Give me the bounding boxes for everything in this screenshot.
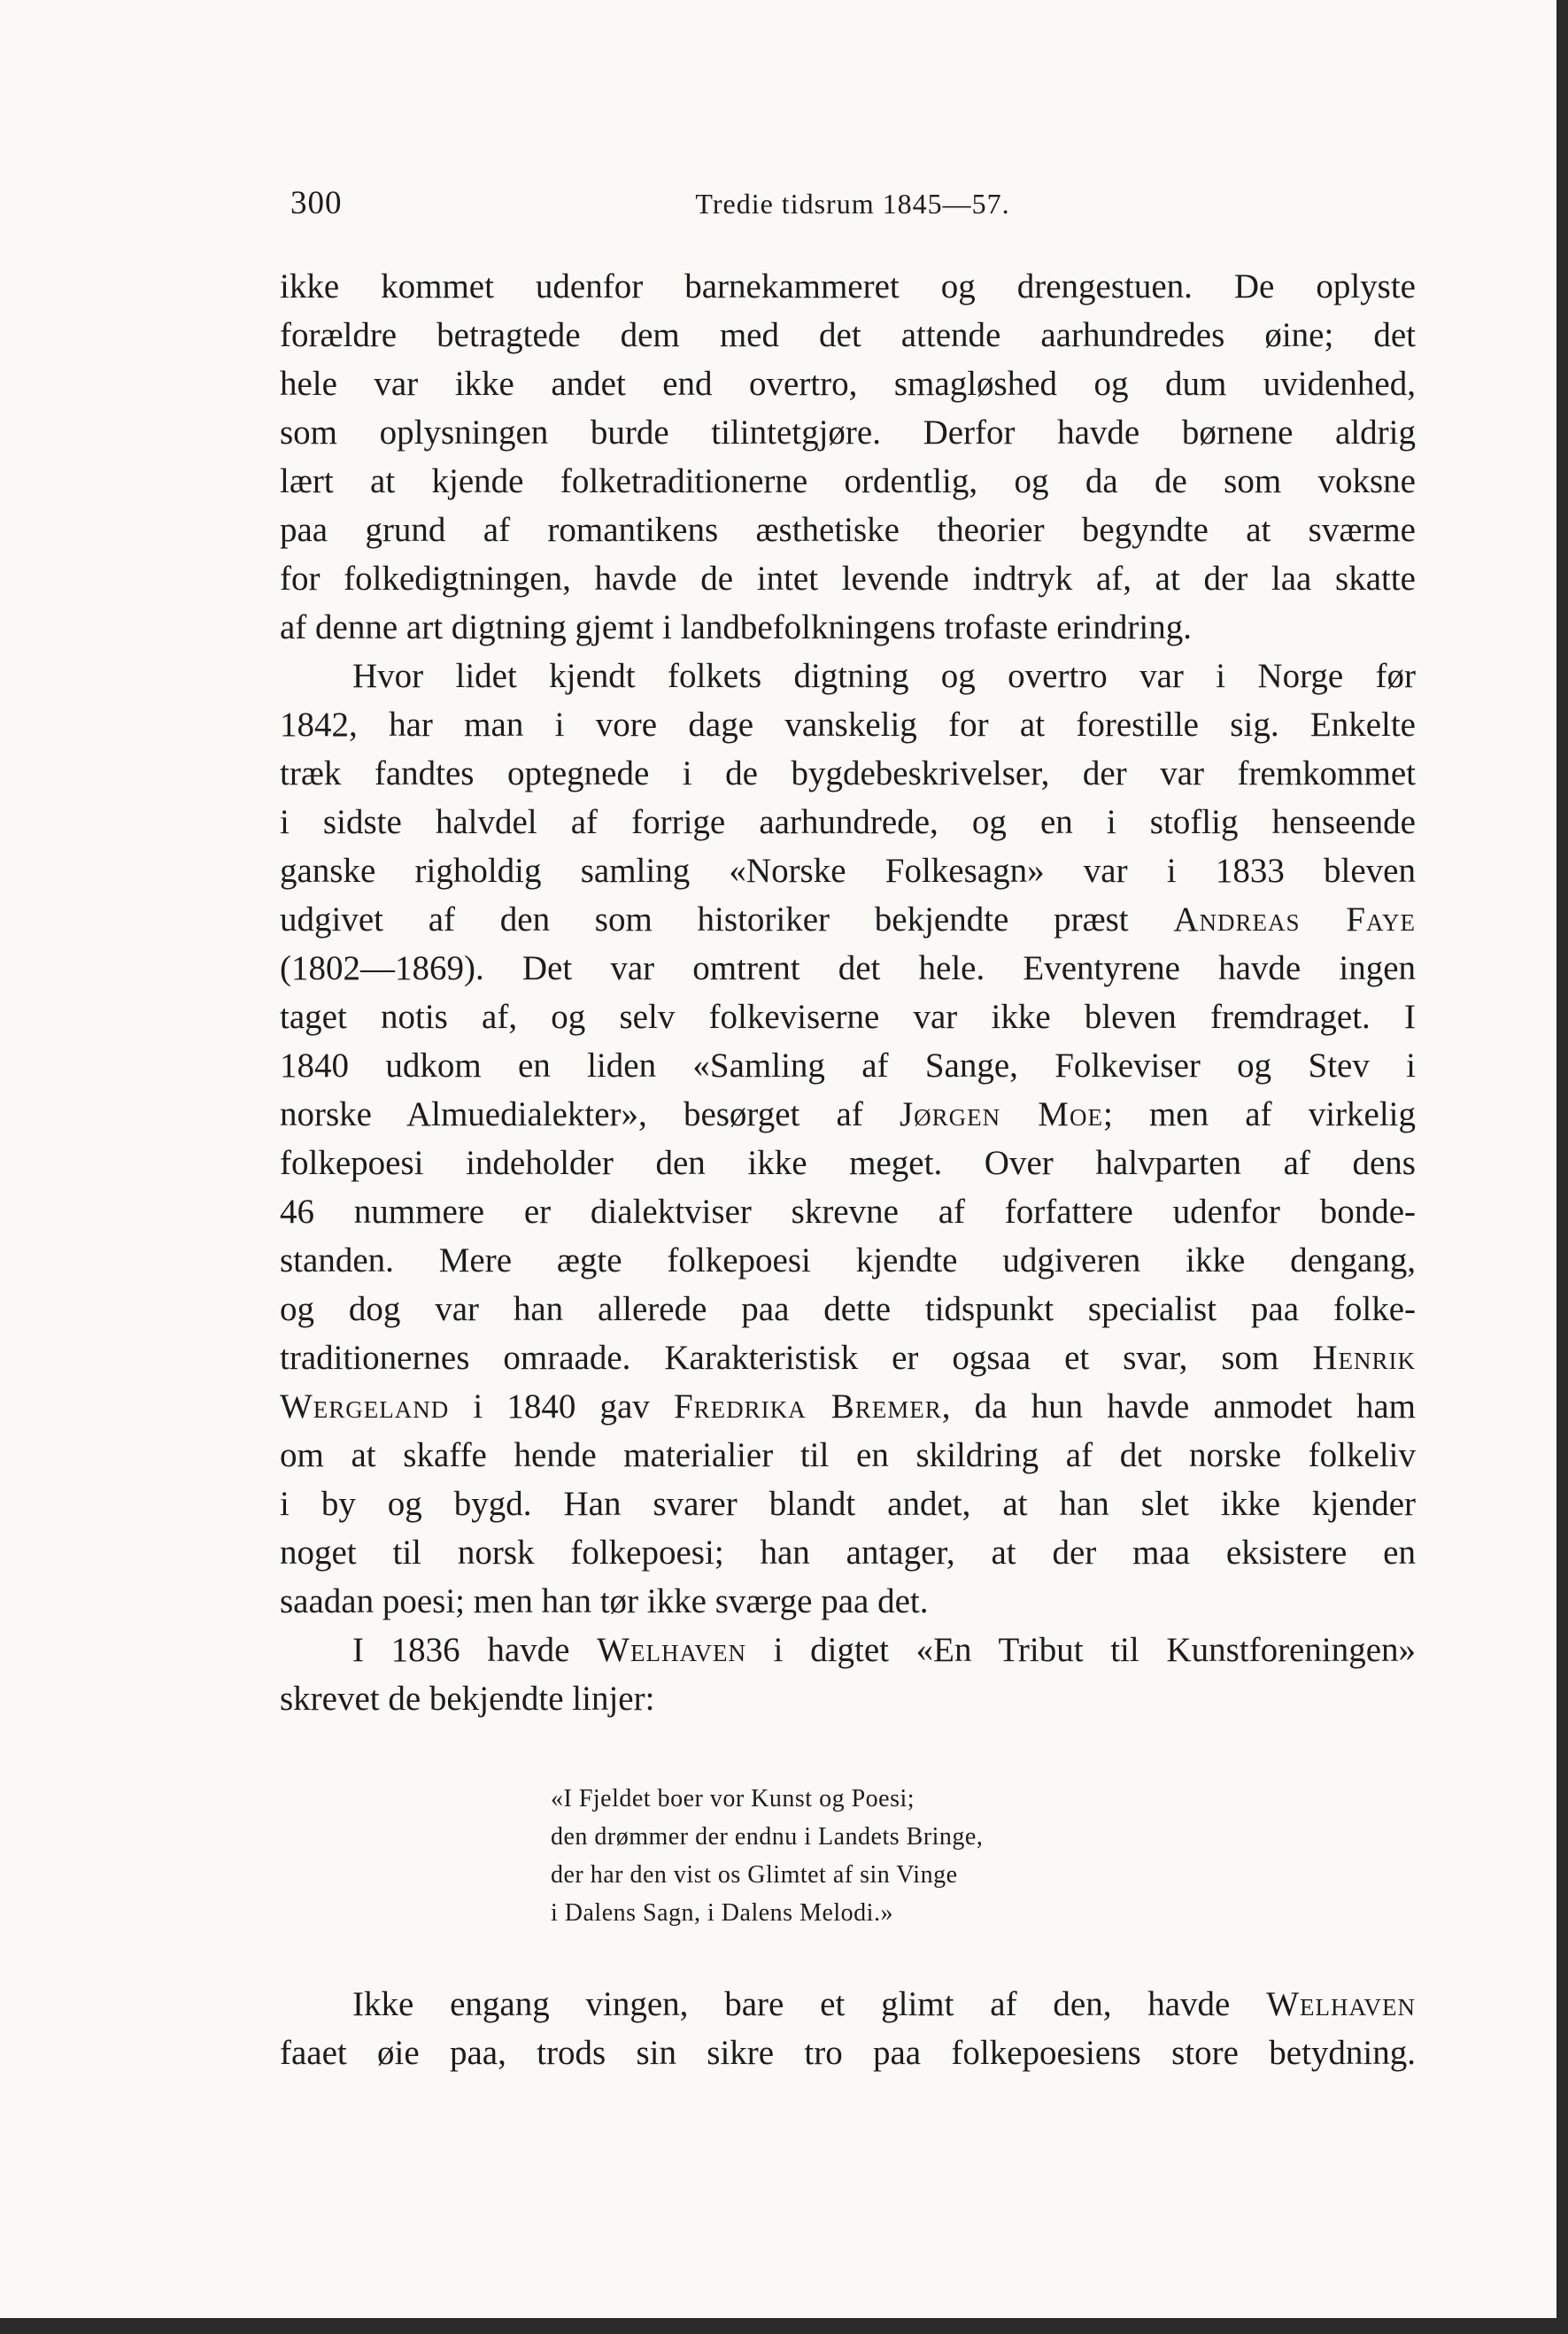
person-name: Jørgen Moe: [899, 1095, 1103, 1133]
body-text: [280, 262, 1416, 1723]
page-number: 300: [290, 185, 343, 221]
verse-line: der har den vist os Glimtet af sin Vinge: [551, 1861, 958, 1889]
text-line: 1842, har man i vore dage vanskelig for at forestille sig. Enkelte: [280, 706, 1416, 744]
text-line: ikke kommet udenfor barnekammeret og drengestuen. De oplyste: [280, 267, 1416, 305]
text-line: (1802—1869). Det var omtrent det hele. Eventyrene havde ingen: [280, 949, 1416, 987]
text-line: Hvor lidet kjendt folkets digtning og overtro var i Norge før: [352, 657, 1416, 695]
text-line: [280, 1626, 1416, 1674]
text-segment: traditionernes omraade. Karakteristisk er ogsaa et svar, som: [280, 1339, 1279, 1377]
text-line: paa grund af romantikens æsthetiske theorier begyndte at sværme: [280, 511, 1416, 549]
verse-line: i Dalens Sagn, i Dalens Melodi.»: [551, 1899, 893, 1927]
text-line: skrevet de bekjendte linjer:: [280, 1680, 655, 1718]
text-segment: , da hun havde anmodet ham: [941, 1387, 1416, 1426]
text-line: og dog var han allerede paa dette tidspunkt specialist paa folke-: [280, 1290, 1416, 1328]
text-segment: Ikke engang vingen, bare et glimt af den, havde: [352, 1985, 1231, 2023]
verse-line: den drømmer der endnu i Landets Bringe,: [551, 1823, 984, 1851]
page-header: [290, 184, 1415, 228]
text-line: ganske righoldig samling «Norske Folkesagn» var i 1833 bleven: [280, 852, 1416, 890]
text-segment: i digtet «En Tribut til Kunstforeningen»: [745, 1631, 1417, 1669]
text-segment: norske Almuedialekter», besørget af: [280, 1095, 863, 1133]
text-line: 1840 udkom en liden «Samling af Sange, Folkeviser og Stev i: [280, 1047, 1416, 1085]
text-line: noget til norsk folkepoesi; han antager, at der maa eksistere en: [280, 1534, 1416, 1572]
person-name: Henrik: [1312, 1339, 1417, 1377]
text-line: 46 nummere er dialektviser skrevne af forfattere udenfor bonde-: [280, 1193, 1416, 1231]
text-line: [280, 895, 1416, 944]
text-line: i sidste halvdel af forrige aarhundrede, og en i stoflig henseende: [280, 803, 1416, 841]
person-name: Wergeland: [280, 1387, 450, 1426]
verse-line: «I Fjeldet boer vor Kunst og Poesi;: [551, 1785, 915, 1812]
text-segment: udgivet af den som historiker bekjendte præst: [280, 900, 1129, 939]
text-line: taget notis af, og selv folkeviserne var ikke bleven fremdraget. I: [280, 998, 1416, 1036]
text-line: lært at kjende folketraditionerne ordentlig, og da de som voksne: [280, 462, 1416, 500]
text-line: for folkedigtningen, havde de intet levende indtryk af, at der laa skatte: [280, 560, 1416, 598]
text-line: [280, 1090, 1416, 1139]
text-line: [280, 1333, 1416, 1382]
text-line: standen. Mere ægte folkepoesi kjendte udgiveren ikke dengang,: [280, 1241, 1416, 1279]
text-line: saadan poesi; men han tør ikke sværge paa det.: [280, 1582, 929, 1620]
running-title: Tredie tidsrum 1845—57.: [695, 188, 1010, 220]
closing-paragraph: [280, 1980, 1416, 2077]
text-line: folkepoesi indeholder den ikke meget. Over halvparten af dens: [280, 1144, 1416, 1182]
text-line: træk fandtes optegnede i de bygdebeskrivelser, der var fremkommet: [280, 754, 1416, 792]
text-line: i by og bygd. Han svarer blandt andet, at han slet ikke kjender: [280, 1485, 1416, 1523]
text-segment: ; men af virkelig: [1102, 1095, 1417, 1133]
text-line: om at skaffe hende materialier til en skildring af det norske folkeliv: [280, 1436, 1416, 1474]
text-line: faaet øie paa, trods sin sikre tro paa folkepoesiens store betydning.: [280, 2034, 1416, 2072]
text-line: som oplysningen burde tilintetgjøre. Derfor havde børnene aldrig: [280, 413, 1416, 452]
person-name: Welhaven: [597, 1631, 746, 1669]
person-name: Andreas Faye: [1173, 900, 1416, 939]
text-line: [280, 1980, 1416, 2029]
person-name: Fredrika Bremer: [673, 1387, 942, 1426]
text-segment: i 1840 gav: [449, 1387, 674, 1426]
text-segment: I 1836 havde: [352, 1631, 570, 1669]
verse-quote: [551, 1780, 983, 1932]
text-line: af denne art digtning gjemt i landbefolkningens trofaste erindring.: [280, 608, 1192, 646]
text-line: forældre betragtede dem med det attende aarhundredes øine; det: [280, 316, 1416, 354]
text-line: [280, 1382, 1416, 1431]
text-line: hele var ikke andet end overtro, smagløshed og dum uvidenhed,: [280, 365, 1416, 403]
person-name: Welhaven: [1266, 1985, 1416, 2023]
